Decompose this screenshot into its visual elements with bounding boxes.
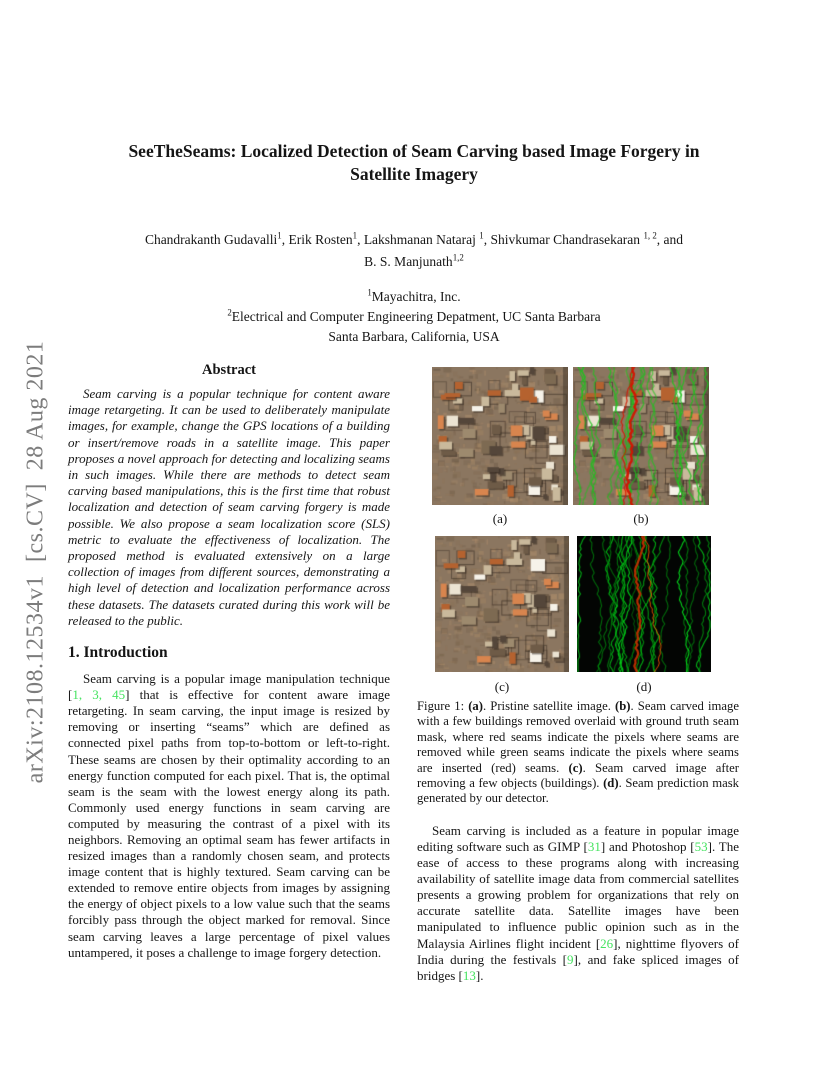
figure1-panel-b-image (573, 367, 709, 505)
paper-title-line1: SeeTheSeams: Localized Detection of Seam Carving based Image Forgery in (128, 141, 700, 161)
citation-link[interactable]: 13 (462, 967, 476, 983)
abstract-heading: Abstract (202, 362, 256, 378)
paper-title (0, 140, 828, 186)
citation-link[interactable]: 9 (567, 951, 574, 967)
section-heading-introduction: 1. Introduction (68, 644, 168, 662)
affiliation-line-2: $^2$Electrical and Computer Engineering Depatment, UC Santa Barbara (227, 307, 601, 324)
left-column (68, 362, 390, 961)
arxiv-watermark: arXiv:2108.12534v1 [cs.CV] 28 Aug 2021 (22, 340, 49, 784)
figure1-panel-a-label: (a) (492, 511, 508, 526)
author-block (0, 229, 828, 273)
abstract-text: Seam carving is a popular technique for content aware image retargeting. It can be used to deliberately manipulate images, for example, change the GPS locations of a building or insert/remove roads in a satellite image. This paper proposes a novel approach for detecting and localizing seams in such images. While there are methods to detect seam carving based manipulations, this is the first time that robust localization and detection of seam carving forgery is made possible. We also propose a seam localization score (SLS) metric to evaluate the effectiveness of localization. The proposed method is evaluated extensively on a large collection of images from different sources, demonstrating a high level of detection and localization performance across these datasets. The datasets curated during this work will be released to the public. (68, 386, 390, 628)
figure1-panel-c-label: (c) (494, 679, 510, 694)
introduction-paragraph-2: Seam carving is included as a feature in popular image editing software such as GIMP [31] and Photoshop [53]. The ease of access to these programs along with increasing availability of satellite image data from commercial satellites presents a growing problem for organizations that rely on accurate satellite data. Satellite images have been manipulated to influence public opinion such as in the Malaysia Airlines flight incident [26], nighttime flyovers of India during the festivals [9], and fake spliced images of bridges [13]. (417, 822, 739, 983)
figure1-panel-c-image (435, 536, 569, 672)
figure1-panel-d-label: (d) (636, 679, 652, 694)
affiliation-line-3: Santa Barbara, California, USA (328, 329, 500, 344)
figure1-panel-b-label: (b) (633, 511, 649, 526)
introduction-paragraph-1: Seam carving is a popular image manipulation technique [1, 3, 45] that is effective for content aware image retargeting. In seam carving, the input image is resized by removing or inserting “seams” which are defined as connected pixel paths from top-to-bottom or left-to-right. These seams are chosen by their optimality according to an energy function computed for each pixel. That is, the optimal seam is the seam with the lowest energy along its path. Commonly used energy functions in seam carving are computed by measuring the contrast of a pixel with its neighbors. Removing an optimal seam has fewer artifacts in resized images than a randomly chosen seam, and protects image content that is highly textured. Seam carving can be extended to remove entire objects from images by assigning the energy of object pixels to a low value such that the seams forcibly pass through the object marked for removal. Since seam carving leaves a large percentage of pixel values untampered, it poses a challenge to image forgery detection. (68, 671, 391, 960)
figure1-panel-d-image (577, 536, 711, 672)
citation-link[interactable]: 1, 3, 45 (72, 687, 126, 703)
affiliation-block (0, 287, 828, 347)
paper-title-line2: Satellite Imagery (350, 164, 478, 184)
citation-link[interactable]: 53 (694, 838, 708, 854)
citation-link[interactable]: 31 (587, 838, 601, 854)
figure1-panel-a-image (432, 367, 568, 505)
figure1 (417, 365, 739, 695)
affiliation-line-1: $^1$Mayachitra, Inc. (367, 287, 461, 304)
citation-link[interactable]: 26 (600, 935, 614, 951)
figure1-caption: Figure 1: (a). Pristine satellite image. (b). Seam carved image with a few buildings removed overlaid with ground truth seam mask, where red seams indicate the pixels where seams are removed while green seams indicate the pixels where seams are inserted (red) seams. (c). Seam carved image after removing a few objects (buildings). (d). Seam prediction mask generated by our detector. (417, 699, 740, 806)
author-line-2: B. S. Manjunath$^{1,2}$ (364, 252, 464, 269)
author-line-1: Chandrakanth Gudavalli$^1$, Erik Rosten$^1$, Lakshmanan Nataraj $^1$, Shivkumar Chandrasekaran $^{1, 2}$, and (144, 230, 684, 247)
right-column (417, 365, 739, 984)
